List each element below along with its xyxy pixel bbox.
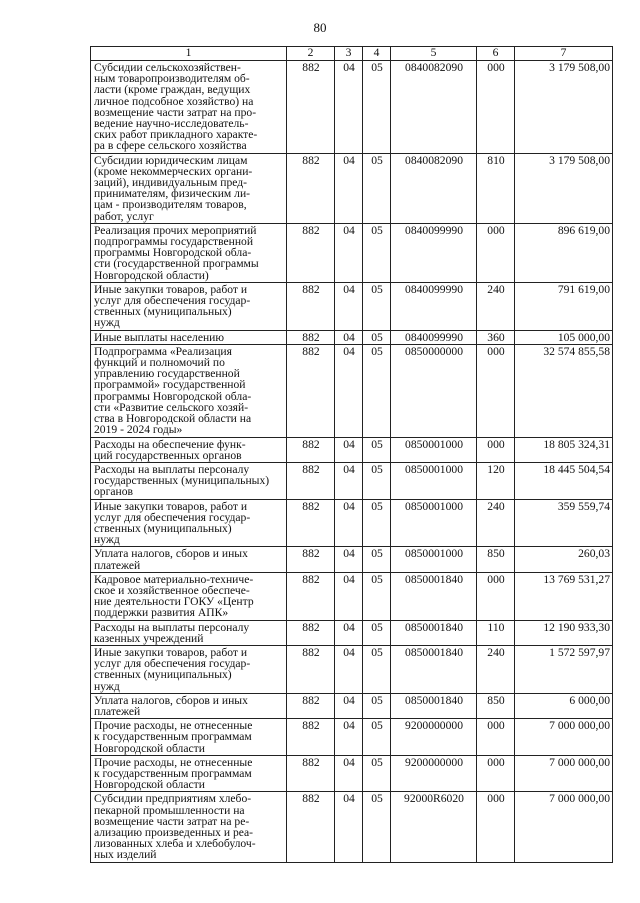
- row-amount-cell: 12 190 933,30: [515, 620, 613, 645]
- row-name-cell: Уплата налогов, сборов и иных платежей: [91, 547, 287, 572]
- row-section-cell: 04: [335, 792, 363, 862]
- row-section-cell: 04: [335, 330, 363, 344]
- row-target-article-cell: 0840099990: [391, 330, 477, 344]
- row-expense-type-cell: 000: [477, 344, 515, 437]
- row-subsection-cell: 05: [363, 499, 391, 547]
- row-expense-type-cell: 000: [477, 572, 515, 620]
- row-grbs-cell: 882: [287, 282, 335, 330]
- row-section-cell: 04: [335, 620, 363, 645]
- row-grbs-cell: 882: [287, 153, 335, 223]
- row-subsection-cell: 05: [363, 330, 391, 344]
- row-expense-type-cell: 110: [477, 620, 515, 645]
- row-section-cell: 04: [335, 547, 363, 572]
- header-col-4: 4: [363, 47, 391, 61]
- row-expense-type-cell: 000: [477, 755, 515, 792]
- row-amount-cell: 105 000,00: [515, 330, 613, 344]
- row-amount-cell: 359 559,74: [515, 499, 613, 547]
- row-amount-cell: 18 805 324,31: [515, 437, 613, 462]
- header-col-6: 6: [477, 47, 515, 61]
- row-expense-type-cell: 000: [477, 719, 515, 756]
- row-expense-type-cell: 000: [477, 792, 515, 862]
- table-row: [91, 755, 613, 792]
- row-name-cell: Кадровое материально-техниче- ское и хозяйственное обеспече- ние деятельности ГОКУ «Центр поддержки развития АПК»: [91, 572, 287, 620]
- row-grbs-cell: 882: [287, 572, 335, 620]
- row-expense-type-cell: 000: [477, 61, 515, 154]
- row-target-article-cell: 9200000000: [391, 719, 477, 756]
- row-subsection-cell: 05: [363, 645, 391, 693]
- row-target-article-cell: 92000R6020: [391, 792, 477, 862]
- row-amount-cell: 13 769 531,27: [515, 572, 613, 620]
- header-col-5: 5: [391, 47, 477, 61]
- row-expense-type-cell: 240: [477, 645, 515, 693]
- table-row: [91, 344, 613, 437]
- row-grbs-cell: 882: [287, 330, 335, 344]
- row-section-cell: 04: [335, 499, 363, 547]
- row-expense-type-cell: 000: [477, 437, 515, 462]
- row-subsection-cell: 05: [363, 282, 391, 330]
- table-row: [91, 437, 613, 462]
- table-body: [91, 61, 613, 863]
- row-target-article-cell: 0840082090: [391, 153, 477, 223]
- table-row: [91, 645, 613, 693]
- row-section-cell: 04: [335, 61, 363, 154]
- row-subsection-cell: 05: [363, 61, 391, 154]
- row-expense-type-cell: 000: [477, 223, 515, 282]
- row-target-article-cell: 0850001000: [391, 462, 477, 499]
- row-section-cell: 04: [335, 282, 363, 330]
- row-grbs-cell: 882: [287, 223, 335, 282]
- row-grbs-cell: 882: [287, 61, 335, 154]
- table-row: [91, 719, 613, 756]
- row-grbs-cell: 882: [287, 462, 335, 499]
- row-subsection-cell: 05: [363, 437, 391, 462]
- row-target-article-cell: 0840099990: [391, 223, 477, 282]
- row-target-article-cell: 0850001840: [391, 645, 477, 693]
- row-section-cell: 04: [335, 344, 363, 437]
- table-row: [91, 693, 613, 718]
- header-col-7: 7: [515, 47, 613, 61]
- row-subsection-cell: 05: [363, 223, 391, 282]
- table-row: [91, 572, 613, 620]
- row-grbs-cell: 882: [287, 547, 335, 572]
- row-section-cell: 04: [335, 223, 363, 282]
- row-name-cell: Иные закупки товаров, работ и услуг для обеспечения государ- ственных (муниципальных) нужд: [91, 645, 287, 693]
- row-target-article-cell: 0850001000: [391, 437, 477, 462]
- row-amount-cell: 1 572 597,97: [515, 645, 613, 693]
- row-amount-cell: 3 179 508,00: [515, 61, 613, 154]
- table-row: [91, 792, 613, 862]
- row-subsection-cell: 05: [363, 719, 391, 756]
- row-subsection-cell: 05: [363, 572, 391, 620]
- table-row: [91, 620, 613, 645]
- row-expense-type-cell: 240: [477, 282, 515, 330]
- row-name-cell: Иные выплаты населению: [91, 330, 287, 344]
- row-section-cell: 04: [335, 572, 363, 620]
- table-header-row: [91, 47, 613, 61]
- row-name-cell: Иные закупки товаров, работ и услуг для обеспечения государ- ственных (муниципальных) нужд: [91, 499, 287, 547]
- row-amount-cell: 791 619,00: [515, 282, 613, 330]
- table-row: [91, 61, 613, 154]
- row-section-cell: 04: [335, 153, 363, 223]
- row-subsection-cell: 05: [363, 792, 391, 862]
- header-col-3: 3: [335, 47, 363, 61]
- row-target-article-cell: 0840082090: [391, 61, 477, 154]
- row-section-cell: 04: [335, 462, 363, 499]
- row-name-cell: Субсидии юридическим лицам (кроме некоммерческих органи- заций), индивидуальным пред- принимателям, физическим ли- цам - производителям товаров, работ, услуг: [91, 153, 287, 223]
- row-grbs-cell: 882: [287, 344, 335, 437]
- row-grbs-cell: 882: [287, 755, 335, 792]
- row-target-article-cell: 0840099990: [391, 282, 477, 330]
- row-target-article-cell: 9200000000: [391, 755, 477, 792]
- table-header: [91, 47, 613, 61]
- table-row: [91, 153, 613, 223]
- row-section-cell: 04: [335, 693, 363, 718]
- row-section-cell: 04: [335, 755, 363, 792]
- row-amount-cell: 7 000 000,00: [515, 792, 613, 862]
- row-expense-type-cell: 850: [477, 693, 515, 718]
- row-name-cell: Прочие расходы, не отнесенные к государственным программам Новгородской области: [91, 755, 287, 792]
- row-amount-cell: 18 445 504,54: [515, 462, 613, 499]
- row-target-article-cell: 0850001840: [391, 572, 477, 620]
- row-target-article-cell: 0850001840: [391, 620, 477, 645]
- row-name-cell: Расходы на выплаты персоналу казенных учреждений: [91, 620, 287, 645]
- row-target-article-cell: 0850001000: [391, 547, 477, 572]
- row-grbs-cell: 882: [287, 620, 335, 645]
- budget-table: [90, 46, 613, 863]
- row-grbs-cell: 882: [287, 719, 335, 756]
- row-section-cell: 04: [335, 719, 363, 756]
- row-target-article-cell: 0850001000: [391, 499, 477, 547]
- row-name-cell: Субсидии предприятиям хлебо- пекарной промышленности на возмещение части затрат на ре- ализацию произведенных и реа- лизованных хлеба и хлебобулоч- ных изделий: [91, 792, 287, 862]
- table-row: [91, 330, 613, 344]
- row-name-cell: Прочие расходы, не отнесенные к государственным программам Новгородской области: [91, 719, 287, 756]
- row-subsection-cell: 05: [363, 620, 391, 645]
- row-grbs-cell: 882: [287, 645, 335, 693]
- row-expense-type-cell: 120: [477, 462, 515, 499]
- page-number: 80: [313, 20, 327, 35]
- row-subsection-cell: 05: [363, 693, 391, 718]
- header-col-2: 2: [287, 47, 335, 61]
- row-subsection-cell: 05: [363, 755, 391, 792]
- table-row: [91, 462, 613, 499]
- row-name-cell: Реализация прочих мероприятий подпрограммы государственной программы Новгородской обла- сти (государственной программы Новгородской области): [91, 223, 287, 282]
- row-name-cell: Расходы на выплаты персоналу государственных (муниципальных) органов: [91, 462, 287, 499]
- table-row: [91, 499, 613, 547]
- row-amount-cell: 7 000 000,00: [515, 755, 613, 792]
- row-grbs-cell: 882: [287, 499, 335, 547]
- row-amount-cell: 7 000 000,00: [515, 719, 613, 756]
- row-section-cell: 04: [335, 437, 363, 462]
- row-amount-cell: 6 000,00: [515, 693, 613, 718]
- row-expense-type-cell: 850: [477, 547, 515, 572]
- table-row: [91, 547, 613, 572]
- row-grbs-cell: 882: [287, 693, 335, 718]
- row-subsection-cell: 05: [363, 547, 391, 572]
- row-subsection-cell: 05: [363, 462, 391, 499]
- row-target-article-cell: 0850001840: [391, 693, 477, 718]
- table-row: [91, 223, 613, 282]
- row-name-cell: Подпрограмма «Реализация функций и полномочий по управлению государственной программой» государственной программы Новгородской обла- сти «Развитие сельского хозяй- ства в Новгородской области на 2019 - 2024 годы»: [91, 344, 287, 437]
- row-name-cell: Расходы на обеспечение функ- ций государственных органов: [91, 437, 287, 462]
- row-amount-cell: 260,03: [515, 547, 613, 572]
- row-name-cell: Иные закупки товаров, работ и услуг для обеспечения государ- ственных (муниципальных) нужд: [91, 282, 287, 330]
- row-amount-cell: 3 179 508,00: [515, 153, 613, 223]
- row-subsection-cell: 05: [363, 344, 391, 437]
- row-amount-cell: 896 619,00: [515, 223, 613, 282]
- row-expense-type-cell: 240: [477, 499, 515, 547]
- row-grbs-cell: 882: [287, 437, 335, 462]
- table-row: [91, 282, 613, 330]
- row-target-article-cell: 0850000000: [391, 344, 477, 437]
- row-expense-type-cell: 810: [477, 153, 515, 223]
- row-subsection-cell: 05: [363, 153, 391, 223]
- row-name-cell: Субсидии сельскохозяйствен- ным товаропроизводителям об- ласти (кроме граждан, ведущих личное подсобное хозяйство) на возмещение части затрат на про- ведение научно-исследователь- ских работ прикладного характе- ра в сфере сельского хозяйства: [91, 61, 287, 154]
- row-grbs-cell: 882: [287, 792, 335, 862]
- row-name-cell: Уплата налогов, сборов и иных платежей: [91, 693, 287, 718]
- row-amount-cell: 32 574 855,58: [515, 344, 613, 437]
- row-section-cell: 04: [335, 645, 363, 693]
- row-expense-type-cell: 360: [477, 330, 515, 344]
- header-col-1: 1: [91, 47, 287, 61]
